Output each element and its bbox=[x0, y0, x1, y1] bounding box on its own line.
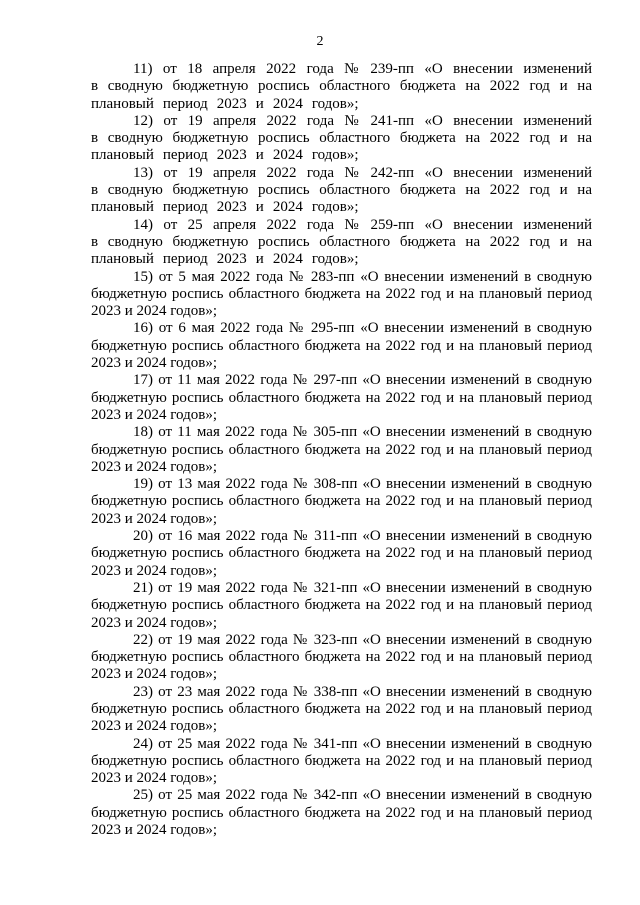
item-text: от 19 апреля 2022 года № 241-пп «О внесении изменений в сводную бюджетную роспись областного бюджета на 2022 год и на плановый период 2023 и 2024 годов»; bbox=[91, 112, 592, 164]
item-text: от 18 апреля 2022 года № 239-пп «О внесении изменений в сводную бюджетную роспись областного бюджета на 2022 год и на плановый период 2023 и 2024 годов»; bbox=[91, 61, 592, 112]
item-number: 20) bbox=[133, 528, 153, 545]
item-number: 25) bbox=[133, 787, 153, 804]
page-number: 2 bbox=[316, 34, 324, 49]
item-text: от 23 мая 2022 года № 338-пп «О внесении изменений в сводную бюджетную роспись областного бюджета на 2022 год и на плановый период 2023 и 2024 годов»; bbox=[91, 683, 593, 735]
item-number: 24) bbox=[133, 735, 153, 752]
item-text: от 16 мая 2022 года № 311-пп «О внесении изменений в сводную бюджетную роспись областного бюджета на 2022 год и на плановый период 2023 и 2024 годов»; bbox=[91, 528, 592, 579]
list-item bbox=[91, 424, 592, 476]
list-item bbox=[91, 320, 592, 372]
list-item bbox=[91, 528, 592, 580]
list-item bbox=[91, 217, 592, 269]
item-number: 15) bbox=[133, 268, 153, 285]
item-number: 19) bbox=[133, 476, 153, 493]
item-text: от 5 мая 2022 года № 283-пп «О внесении изменений в сводную бюджетную роспись областного бюджета на 2022 год и на плановый период 2023 и 2024 годов»; bbox=[91, 268, 593, 320]
list-item bbox=[91, 372, 592, 424]
item-number: 21) bbox=[133, 579, 153, 596]
item-text: от 25 мая 2022 года № 341-пп «О внесении изменений в сводную бюджетную роспись областного бюджета на 2022 год и на плановый период 2023 и 2024 годов»; bbox=[91, 735, 593, 787]
item-number: 17) bbox=[133, 372, 153, 389]
list-item bbox=[91, 684, 592, 736]
list-item bbox=[91, 165, 592, 217]
item-text: от 19 мая 2022 года № 321-пп «О внесении изменений в сводную бюджетную роспись областного бюджета на 2022 год и на плановый период 2023 и 2024 годов»; bbox=[91, 579, 593, 631]
item-number: 16) bbox=[133, 320, 153, 337]
item-number: 11) bbox=[133, 61, 153, 77]
list-item bbox=[91, 632, 592, 684]
item-number: 23) bbox=[133, 683, 153, 700]
document-body bbox=[91, 61, 592, 839]
list-item bbox=[91, 269, 592, 321]
list-item bbox=[91, 476, 592, 528]
item-text: от 19 мая 2022 года № 323-пп «О внесении изменений в сводную бюджетную роспись областного бюджета на 2022 год и на плановый период 2023 и 2024 годов»; bbox=[91, 631, 593, 683]
item-number: 12) bbox=[133, 112, 153, 129]
item-text: от 13 мая 2022 года № 308-пп «О внесении изменений в сводную бюджетную роспись областного бюджета на 2022 год и на плановый период 2023 и 2024 годов»; bbox=[91, 476, 593, 527]
list-item bbox=[91, 113, 592, 165]
item-text: от 25 апреля 2022 года № 259-пп «О внесении изменений в сводную бюджетную роспись областного бюджета на 2022 год и на плановый период 2023 и 2024 годов»; bbox=[91, 216, 592, 268]
list-item bbox=[91, 736, 592, 788]
list-item bbox=[91, 580, 592, 632]
item-number: 22) bbox=[133, 631, 153, 648]
list-item bbox=[91, 61, 592, 113]
item-text: от 19 апреля 2022 года № 242-пп «О внесении изменений в сводную бюджетную роспись областного бюджета на 2022 год и на плановый период 2023 и 2024 годов»; bbox=[91, 164, 592, 216]
list-item bbox=[91, 787, 592, 839]
item-number: 14) bbox=[133, 216, 153, 233]
item-text: от 25 мая 2022 года № 342-пп «О внесении изменений в сводную бюджетную роспись областного бюджета на 2022 год и на плановый период 2023 и 2024 годов»; bbox=[91, 787, 593, 839]
item-text: от 6 мая 2022 года № 295-пп «О внесении изменений в сводную бюджетную роспись областного бюджета на 2022 год и на плановый период 2023 и 2024 годов»; bbox=[91, 320, 593, 372]
item-text: от 11 мая 2022 года № 297-пп «О внесении изменений в сводную бюджетную роспись областного бюджета на 2022 год и на плановый период 2023 и 2024 годов»; bbox=[91, 372, 592, 423]
item-number: 13) bbox=[133, 164, 153, 181]
item-text: от 11 мая 2022 года № 305-пп «О внесении изменений в сводную бюджетную роспись областного бюджета на 2022 год и на плановый период 2023 и 2024 годов»; bbox=[91, 424, 592, 475]
item-number: 18) bbox=[133, 424, 153, 441]
